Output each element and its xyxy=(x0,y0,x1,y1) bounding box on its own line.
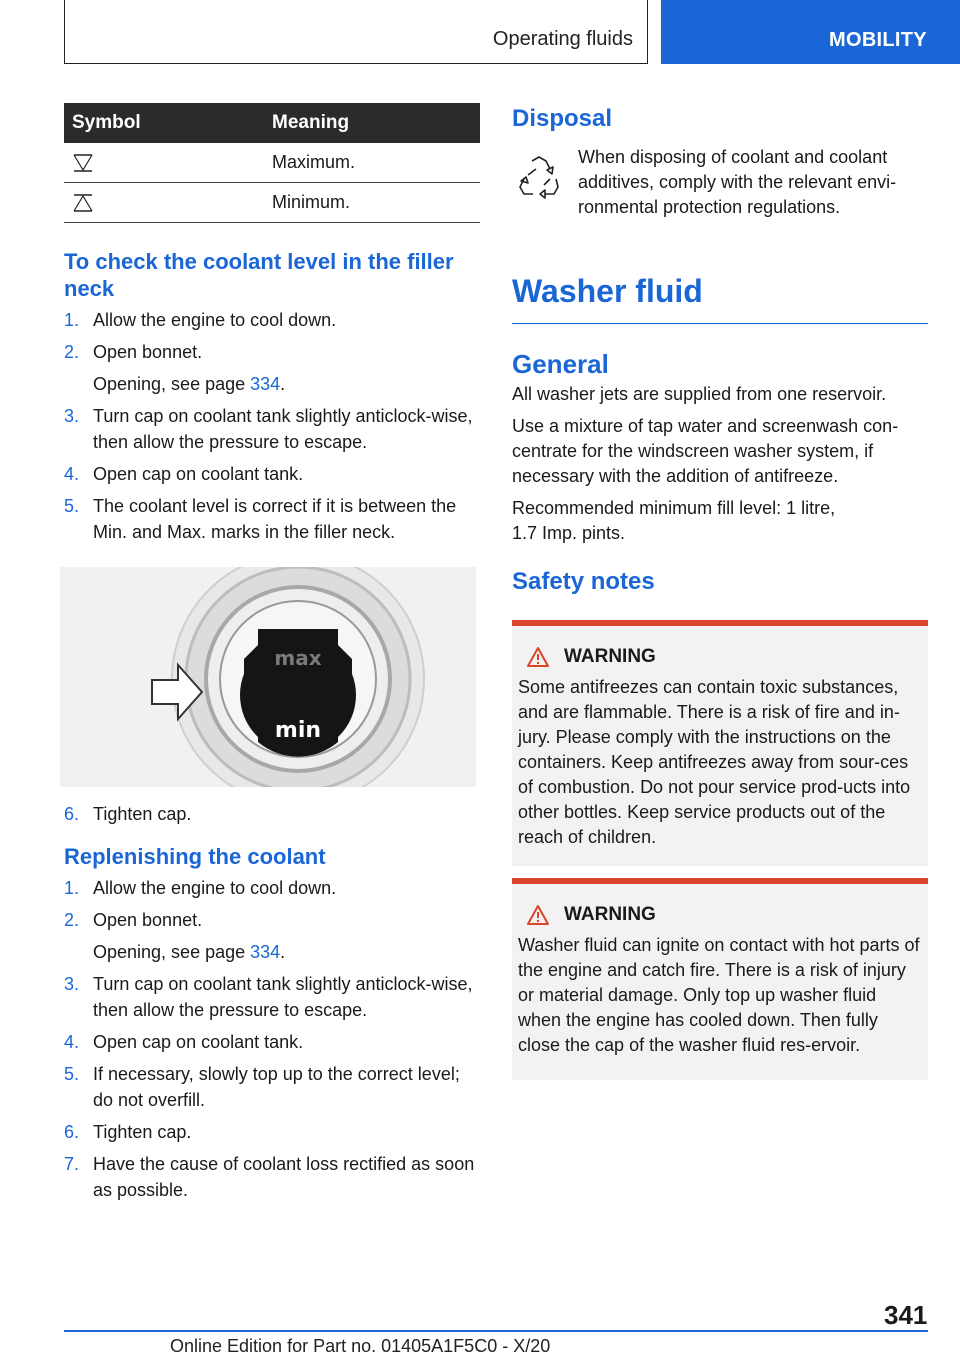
general-paragraph: Recommended minimum fill level: 1 litre, 1.7 Imp. pints. xyxy=(512,498,836,543)
warning-text: Washer fluid can ignite on contact with hot parts of the engine and catch fire. There is a risk of injury or material damage. Only top up washer fluid when the engine has cooled down. Then fully close the cap of the washer fluid res-ervoir. xyxy=(518,935,920,1055)
table-header-meaning: Meaning xyxy=(272,103,480,143)
list-item: 7. Have the cause of coolant loss rectified as soon as possible. xyxy=(64,1154,475,1200)
list-item: 3. Turn cap on coolant tank slightly anticlock-wise, then allow the pressure to escape. xyxy=(64,974,473,1020)
list-item: 3. Turn cap on coolant tank slightly anticlock-wise, then allow the pressure to escape. xyxy=(64,406,473,452)
table-row xyxy=(64,183,480,223)
disposal-heading: Disposal xyxy=(512,105,613,132)
max-mark-label: max xyxy=(274,646,322,670)
footer-divider xyxy=(64,1330,928,1332)
list-item: 4. Open cap on coolant tank. xyxy=(64,464,304,484)
table-row xyxy=(64,143,480,183)
list-item: 1. Allow the engine to cool down. xyxy=(64,878,337,898)
page-number: 341 xyxy=(884,1300,928,1330)
header-frame xyxy=(64,0,648,64)
left-column xyxy=(64,103,480,1209)
page-link-334[interactable]: 334 xyxy=(250,374,281,394)
page-link-334[interactable]: 334 xyxy=(250,942,281,962)
list-item: 1. Allow the engine to cool down. xyxy=(64,310,337,330)
warning-text: Some antifreezes can contain toxic substances, and are flammable. There is a risk of fire and in-jury. Please comply with the instructions on the containers. Keep antifreezes away from sour-ces of combustion. Do not pour service prod-ucts into other bottles. Keep service products out of the reach of children. xyxy=(518,677,911,847)
right-column xyxy=(512,103,928,1080)
list-item: 5. If necessary, slowly top up to the correct level; do not overfill. xyxy=(64,1064,460,1110)
general-paragraph: Use a mixture of tap water and screenwash con-centrate for the windscreen washer system, if necessary with the addition of antifreeze. xyxy=(512,416,899,486)
warning-box xyxy=(512,878,928,1080)
list-item: 2. Open bonnet. Opening, see page 334. xyxy=(64,342,286,394)
table-header-symbol: Symbol xyxy=(64,103,272,143)
min-mark-label: min xyxy=(274,718,322,743)
replenish-coolant-heading: Replenishing the coolant xyxy=(64,844,326,869)
disposal-note xyxy=(512,145,928,217)
safety-notes-heading: Safety notes xyxy=(512,568,655,595)
check-steps-list-continued xyxy=(64,801,480,827)
filler-neck-figure xyxy=(60,567,476,787)
warning-triangle-icon xyxy=(526,904,550,926)
section-title: Operating fluids xyxy=(492,28,633,50)
list-item: 5. The coolant level is correct if it is between the Min. and Max. marks in the filler neck. xyxy=(64,496,457,542)
list-item: 2. Open bonnet. Opening, see page 334. xyxy=(64,910,286,962)
meaning-minimum: Minimum. xyxy=(272,183,480,223)
general-heading: General xyxy=(512,349,609,379)
warning-triangle-icon xyxy=(526,646,550,668)
symbol-table xyxy=(64,103,480,223)
washer-fluid-heading: Washer fluid xyxy=(512,271,928,324)
list-item: 4. Open cap on coolant tank. xyxy=(64,1032,304,1052)
replenish-steps-list xyxy=(64,875,480,1203)
list-item: 6. Tighten cap. xyxy=(64,1122,192,1142)
check-coolant-heading: To check the coolant level in the filler neck xyxy=(64,249,454,301)
warning-label: WARNING xyxy=(564,904,656,925)
list-item: 6. Tighten cap. xyxy=(64,804,192,824)
minimum-mark-icon xyxy=(72,193,94,213)
maximum-mark-icon xyxy=(72,153,94,173)
warning-label: WARNING xyxy=(564,646,656,667)
footer-edition: Online Edition for Part no. 01405A1F5C0 - X/20 xyxy=(170,1336,551,1356)
filler-neck-illustration xyxy=(60,567,476,787)
meaning-maximum: Maximum. xyxy=(272,143,480,183)
disposal-text: When disposing of coolant and coolant additives, comply with the relevant envi-ronmental protection regulations. xyxy=(578,147,897,217)
recycle-icon xyxy=(514,153,564,203)
chapter-tab[interactable]: MOBILITY xyxy=(661,0,960,64)
general-paragraph: All washer jets are supplied from one reservoir. xyxy=(512,384,887,404)
check-steps-list xyxy=(64,307,480,545)
warning-box xyxy=(512,620,928,866)
